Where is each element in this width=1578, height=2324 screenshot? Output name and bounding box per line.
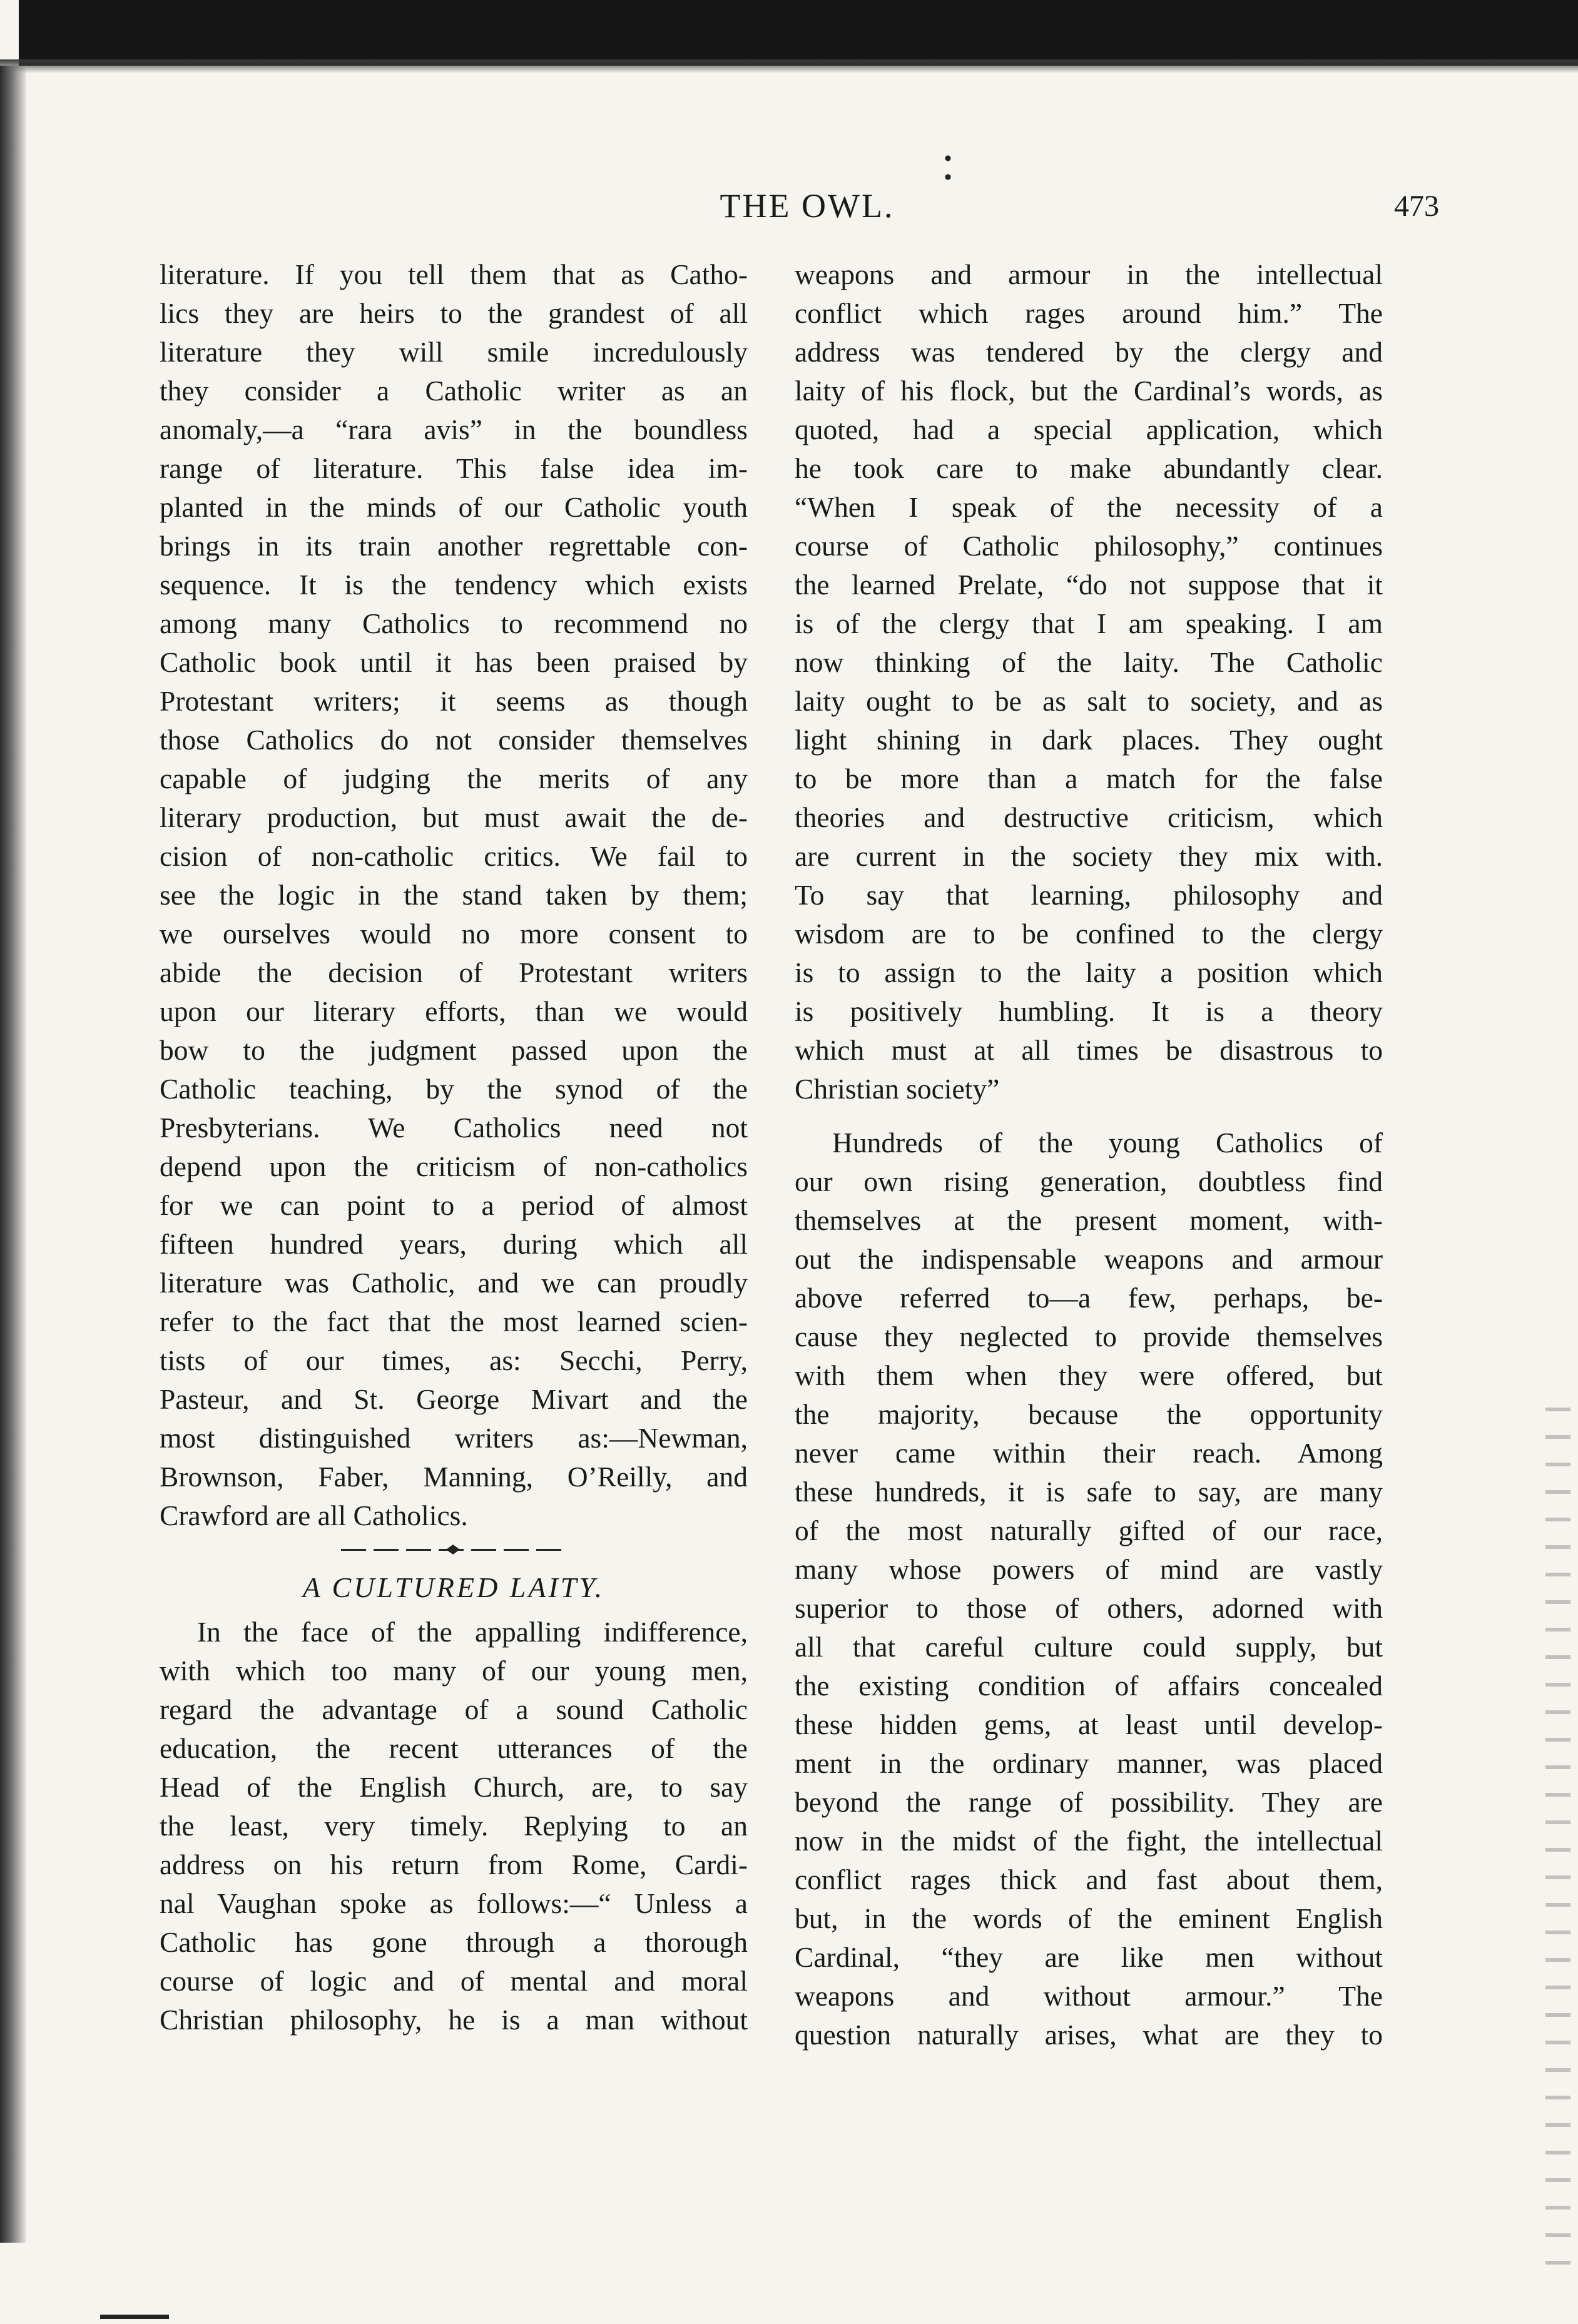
text-line: Crawford are all Catholics. bbox=[160, 1499, 468, 1531]
text-line: education, the recent utterances of the bbox=[160, 1732, 748, 1764]
text-line: cision of non-catholic critics. We fail to bbox=[160, 840, 748, 872]
right-column bbox=[795, 255, 1383, 2054]
scan-top-border bbox=[19, 0, 1578, 66]
text-line: Catholic teaching, by the synod of the bbox=[160, 1073, 748, 1105]
text-line: of the most naturally gifted of our race, bbox=[795, 1515, 1383, 1546]
text-line: Cardinal, “they are like men without bbox=[795, 1941, 1383, 1973]
text-line: capable of judging the merits of any bbox=[160, 763, 748, 794]
text-line: Protestant writers; it seems as though bbox=[160, 685, 748, 717]
text-line: sequence. It is the tendency which exists bbox=[160, 569, 748, 601]
text-line: never came within their reach. Among bbox=[795, 1437, 1383, 1469]
text-line: to be more than a match for the false bbox=[795, 763, 1383, 794]
text-line: but, in the words of the eminent English bbox=[795, 1902, 1383, 1934]
text-line: above referred to—a few, perhaps, be- bbox=[795, 1282, 1383, 1314]
text-line: which must at all times be disastrous to bbox=[795, 1034, 1383, 1066]
text-line: Head of the English Church, are, to say bbox=[160, 1771, 748, 1803]
running-title: THE OWL. bbox=[720, 187, 895, 225]
text-line: Hundreds of the young Catholics of bbox=[832, 1127, 1383, 1159]
text-line: wisdom are to be confined to the clergy bbox=[795, 918, 1383, 950]
text-line: bow to the judgment passed upon the bbox=[160, 1034, 748, 1066]
section-heading: A CULTURED LAITY. bbox=[302, 1571, 605, 1603]
section-divider bbox=[160, 1535, 748, 1563]
text-line: range of literature. This false idea im- bbox=[160, 452, 748, 484]
text-line: themselves at the present moment, with- bbox=[795, 1204, 1383, 1236]
text-line: brings in its train another regrettable con- bbox=[160, 530, 748, 562]
text-line: laity ought to be as salt to society, and as bbox=[795, 685, 1383, 717]
text-line: laity of his flock, but the Cardinal’s words, as bbox=[795, 375, 1383, 407]
text-line: now in the midst of the fight, the intellectual bbox=[795, 1825, 1383, 1857]
scan-top-shadow bbox=[0, 59, 1578, 73]
text-line: literature they will smile incredulously bbox=[160, 336, 748, 368]
text-line: we ourselves would no more consent to bbox=[160, 918, 748, 950]
text-line: the least, very timely. Replying to an bbox=[160, 1810, 748, 1842]
text-line: weapons and without armour.” The bbox=[795, 1980, 1383, 2012]
text-line: Christian philosophy, he is a man without bbox=[160, 2004, 748, 2036]
text-line: Brownson, Faber, Manning, O’Reilly, and bbox=[160, 1461, 748, 1493]
text-line: beyond the range of possibility. They are bbox=[795, 1786, 1383, 1818]
text-line: literature. If you tell them that as Catho- bbox=[160, 258, 748, 290]
text-line: with which too many of our young men, bbox=[160, 1655, 748, 1687]
left-paragraph-1 bbox=[160, 255, 748, 1496]
text-line: literature was Catholic, and we can proudly bbox=[160, 1267, 748, 1299]
text-line: literary production, but must await the de- bbox=[160, 801, 748, 833]
text-line: theories and destructive criticism, which bbox=[795, 801, 1383, 833]
text-line: In the face of the appalling indifference, bbox=[197, 1616, 748, 1648]
text-line: To say that learning, philosophy and bbox=[795, 879, 1383, 911]
text-line: conflict rages thick and fast about them, bbox=[795, 1864, 1383, 1895]
text-line: depend upon the criticism of non-catholics bbox=[160, 1150, 748, 1182]
text-line: fifteen hundred years, during which all bbox=[160, 1228, 748, 1260]
text-line: cause they neglected to provide themselves bbox=[795, 1321, 1383, 1352]
text-line: these hidden gems, at least until develop- bbox=[795, 1708, 1383, 1740]
page-number: 473 bbox=[1394, 190, 1439, 223]
text-line: ment in the ordinary manner, was placed bbox=[795, 1747, 1383, 1779]
right-paragraph-2 bbox=[795, 1162, 1383, 2054]
text-line: course of logic and of mental and moral bbox=[160, 1965, 748, 1997]
text-line: anomaly,—a “rara avis” in the boundless bbox=[160, 414, 748, 445]
paragraph-gap bbox=[795, 1109, 1383, 1124]
text-line: most distinguished writers as:—Newman, bbox=[160, 1422, 748, 1454]
text-line: conflict which rages around him.” The bbox=[795, 297, 1383, 329]
text-line: address was tendered by the clergy and bbox=[795, 336, 1383, 368]
left-paragraph-2 bbox=[160, 1652, 748, 2039]
text-line: tists of our times, as: Secchi, Perry, bbox=[160, 1344, 748, 1376]
text-line: the majority, because the opportunity bbox=[795, 1398, 1383, 1430]
text-line: regard the advantage of a sound Catholic bbox=[160, 1693, 748, 1725]
text-line: he took care to make abundantly clear. bbox=[795, 452, 1383, 484]
text-line: with them when they were offered, but bbox=[795, 1359, 1383, 1391]
running-head bbox=[156, 186, 1458, 236]
text-line: those Catholics do not consider themselves bbox=[160, 724, 748, 756]
text-line: “When I speak of the necessity of a bbox=[795, 491, 1383, 523]
text-line: weapons and armour in the intellectual bbox=[795, 258, 1383, 290]
text-line: the learned Prelate, “do not suppose that it bbox=[795, 569, 1383, 601]
scan-right-specks bbox=[1545, 1408, 1570, 2271]
text-line: abide the decision of Protestant writers bbox=[160, 956, 748, 988]
text-line: lics they are heirs to the grandest of all bbox=[160, 297, 748, 329]
text-line: Catholic has gone through a thorough bbox=[160, 1926, 748, 1958]
text-line: Christian society” bbox=[795, 1073, 1000, 1105]
text-line: is positively humbling. It is a theory bbox=[795, 995, 1383, 1027]
text-line: Catholic book until it has been praised by bbox=[160, 646, 748, 678]
text-line: for we can point to a period of almost bbox=[160, 1189, 748, 1221]
text-line: see the logic in the stand taken by them; bbox=[160, 879, 748, 911]
text-line: our own rising generation, doubtless find bbox=[795, 1165, 1383, 1197]
text-line: planted in the minds of our Catholic youth bbox=[160, 491, 748, 523]
scan-bottom-mark bbox=[100, 2315, 169, 2319]
text-line: address on his return from Rome, Cardi- bbox=[160, 1849, 748, 1880]
text-line: all that careful culture could supply, but bbox=[795, 1631, 1383, 1663]
text-line: course of Catholic philosophy,” continues bbox=[795, 530, 1383, 562]
text-line: quoted, had a special application, which bbox=[795, 414, 1383, 445]
right-paragraph-1 bbox=[795, 255, 1383, 1070]
text-line: the existing condition of affairs concealed bbox=[795, 1670, 1383, 1702]
text-line: nal Vaughan spoke as follows:—“ Unless a bbox=[160, 1887, 748, 1919]
left-column bbox=[160, 255, 748, 2039]
text-line: light shining in dark places. They ought bbox=[795, 724, 1383, 756]
text-line: are current in the society they mix with. bbox=[795, 840, 1383, 872]
scan-dots bbox=[942, 149, 954, 186]
text-line: now thinking of the laity. The Catholic bbox=[795, 646, 1383, 678]
text-line: refer to the fact that the most learned scien- bbox=[160, 1306, 748, 1337]
text-line: these hundreds, it is safe to say, are many bbox=[795, 1476, 1383, 1508]
text-line: Pasteur, and St. George Mivart and the bbox=[160, 1383, 748, 1415]
text-line: many whose powers of mind are vastly bbox=[795, 1553, 1383, 1585]
text-line: Presbyterians. We Catholics need not bbox=[160, 1112, 748, 1144]
text-line: superior to those of others, adorned with bbox=[795, 1592, 1383, 1624]
text-line: is to assign to the laity a position which bbox=[795, 956, 1383, 988]
text-line: upon our literary efforts, than we would bbox=[160, 995, 748, 1027]
text-line: out the indispensable weapons and armour bbox=[795, 1243, 1383, 1275]
text-line: among many Catholics to recommend no bbox=[160, 607, 748, 639]
scan-left-border bbox=[0, 66, 26, 2243]
text-line: question naturally arises, what are they to bbox=[795, 2019, 1383, 2051]
text-line: is of the clergy that I am speaking. I am bbox=[795, 607, 1383, 639]
text-line: they consider a Catholic writer as an bbox=[160, 375, 748, 407]
